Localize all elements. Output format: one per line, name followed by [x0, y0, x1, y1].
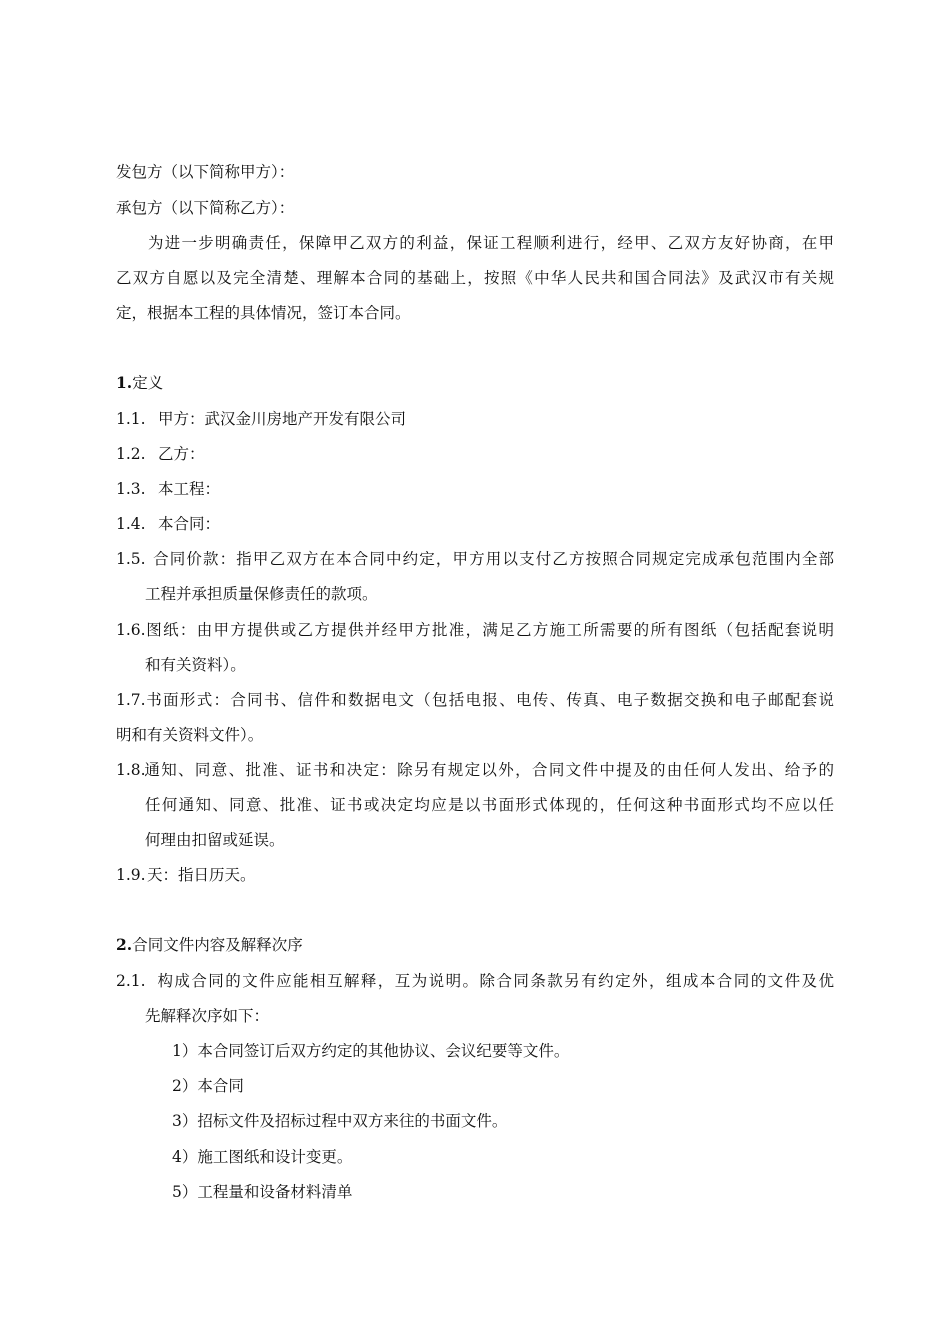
list-item: 5）工程量和设备材料清单	[172, 1183, 353, 1201]
clause-1-8-cont-2: 何理由扣留或延误。	[145, 831, 285, 849]
clause-text: 天：指日历天。	[147, 866, 256, 884]
clause-1-4	[116, 514, 220, 534]
clause-text: 合同价款：指甲乙双方在本合同中约定，甲方用以支付乙方按照合同规定完成承包范围内全部	[152, 550, 834, 568]
list-item: 3）招标文件及招标过程中双方来往的书面文件。	[172, 1112, 508, 1130]
clause-number: 2.1.	[116, 972, 146, 990]
clause-1-6-cont: 和有关资料）。	[145, 656, 246, 674]
clause-text: 书面形式：合同书、信件和数据电文（包括电报、电传、传真、电子数据交换和电子邮配套说	[145, 691, 834, 709]
party-b-line: 承包方（以下简称乙方）：	[116, 199, 295, 217]
clause-1-1	[116, 409, 406, 429]
clause-1-7-cont: 明和有关资料文件）。	[116, 726, 264, 744]
clause-1-9	[116, 865, 256, 885]
clause-1-5	[116, 549, 834, 569]
clause-1-8-cont-1: 任何通知、同意、批准、证书或决定均应是以书面形式体现的，任何这种书面形式均不应以任	[145, 796, 834, 814]
section-2-heading	[116, 935, 303, 955]
clause-text: 甲方：武汉金川房地产开发有限公司	[158, 410, 407, 428]
party-a-line: 发包方（以下简称甲方）：	[116, 163, 295, 181]
clause-text: 乙方：	[158, 445, 205, 463]
section-1-heading	[116, 373, 163, 393]
clause-1-6	[116, 620, 834, 640]
section-1-title: 定义	[132, 374, 164, 392]
clause-number: 1.4.	[116, 515, 146, 533]
clause-text: 图纸：由甲方提供或乙方提供并经甲方批准，满足乙方施工所需要的所有图纸（包括配套说明	[145, 621, 834, 639]
clause-text: 本合同：	[158, 515, 221, 533]
clause-number: 1.8.	[116, 761, 146, 779]
preamble-line-2: 乙双方自愿以及完全清楚、理解本合同的基础上，按照《中华人民共和国合同法》及武汉市有关规	[116, 269, 834, 287]
clause-number: 1.9.	[116, 866, 146, 884]
section-1-number: 1.	[116, 373, 133, 392]
clause-2-1-cont: 先解释次序如下：	[145, 1007, 270, 1025]
section-2-title: 合同文件内容及解释次序	[132, 936, 303, 954]
clause-number: 1.3.	[116, 480, 146, 498]
clause-number: 1.7.	[116, 691, 146, 709]
clause-1-7	[116, 690, 834, 710]
list-item: 4）施工图纸和设计变更。	[172, 1148, 353, 1166]
clause-number: 1.6.	[116, 621, 146, 639]
clause-1-8	[116, 760, 834, 780]
preamble-line-3: 定，根据本工程的具体情况，签订本合同。	[116, 304, 411, 322]
clause-text: 通知、同意、批准、证书和决定：除另有规定以外，合同文件中提及的由任何人发出、给予的	[143, 761, 834, 779]
section-2-number: 2.	[116, 935, 133, 954]
clause-text: 构成合同的文件应能相互解释，互为说明。除合同条款另有约定外，组成本合同的文件及优	[156, 972, 834, 990]
clause-1-5-cont: 工程并承担质量保修责任的款项。	[145, 585, 378, 603]
list-item: 2）本合同	[172, 1077, 244, 1095]
clause-1-2	[116, 444, 205, 464]
clause-number: 1.2.	[116, 445, 146, 463]
clause-2-1	[116, 971, 834, 991]
clause-number: 1.1.	[116, 410, 146, 428]
clause-text: 本工程：	[158, 480, 221, 498]
preamble-line-1: 为进一步明确责任，保障甲乙双方的利益，保证工程顺利进行，经甲、乙双方友好协商，在甲	[148, 234, 834, 252]
clause-1-3	[116, 479, 220, 499]
list-item: 1）本合同签订后双方约定的其他协议、会议纪要等文件。	[172, 1042, 570, 1060]
clause-number: 1.5.	[116, 550, 146, 568]
